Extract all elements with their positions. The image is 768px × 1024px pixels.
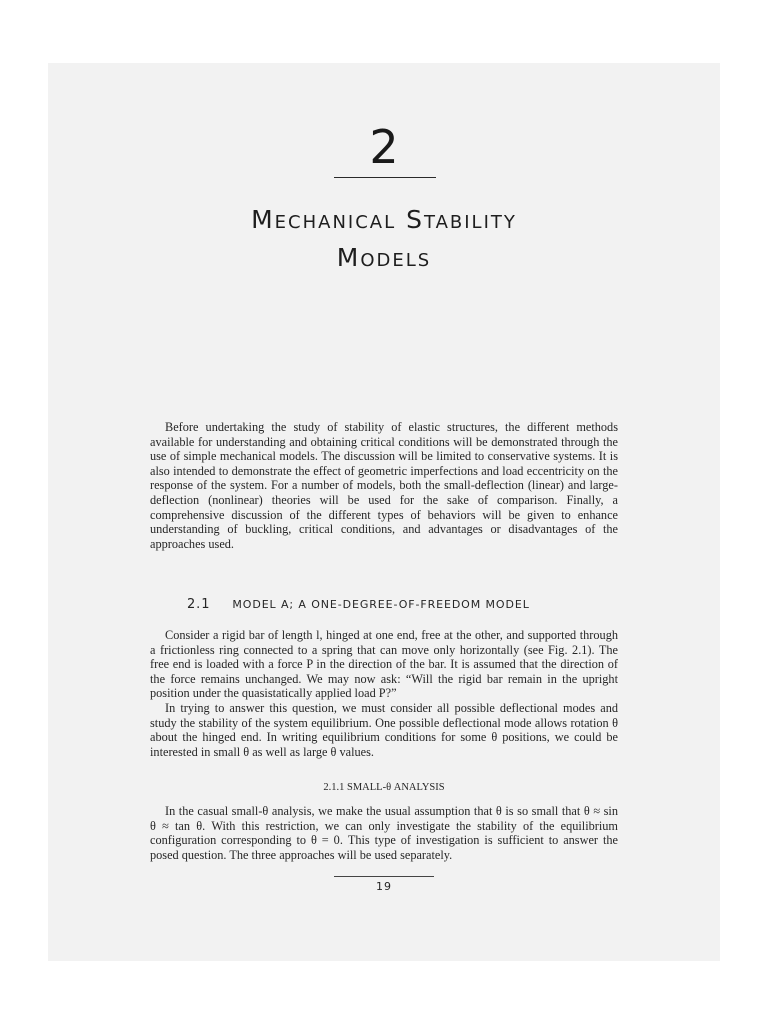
intro-paragraph: Before undertaking the study of stability of elastic structures, the different methods available for understanding and obtaining critical conditions will be demonstrated through the use of simple mechanical models. The discussion will be limited to conservative systems. It is also intended to demonstrate the effect of geometric imperfections and load eccentricity on the response of the system. For a number of models, both the small-deflection (linear) and large-deflection (nonlinear) theories will be used for the sake of comparison. Finally, a comprehensive discussion of the different types of behaviors will be given to enhance understanding of buckling, critical conditions, and advantages or disadvantages of the approaches used. — [150, 420, 618, 551]
footer-divider — [334, 876, 434, 877]
chapter-title-line-2: Models — [336, 243, 432, 272]
section-paragraph-1: Consider a rigid bar of length l, hinged at one end, free at the other, and supported through a frictionless ring connected to a spring that can move only horizontally (see Fig. 2.1). The free end is loaded with a force P in the direction of the bar. It is assumed that the direction of the force remains unchanged. We may now ask: “Will the rigid bar remain in the upright position under the quasistatically applied load P?” — [150, 628, 618, 701]
chapter-number: 2 — [369, 120, 399, 174]
section-paragraph-2: In trying to answer this question, we must consider all possible deflectional modes and study the stability of the system equilibrium. One possible deflectional mode allows rotation θ about the hinged end. In writing equilibrium conditions for some θ positions, we could be interested in small θ as well as large θ values. — [150, 701, 618, 759]
subsection-heading: 2.1.1 SMALL-θ ANALYSIS — [323, 782, 445, 793]
subsection-paragraph: In the casual small-θ analysis, we make the usual assumption that θ is so small that θ ≈ sin θ ≈ tan θ. With this restriction, we can only investigate the stability of the equilibrium configuration corresponding to θ = 0. This type of investigation is sufficient to answer the posed question. The three approaches will be used separately. — [150, 804, 618, 862]
section-heading — [187, 597, 530, 612]
chapter-title-line-1: Mechanical Stability — [251, 205, 517, 234]
chapter-divider — [334, 177, 436, 178]
section-number: 2.1 — [187, 597, 211, 612]
page-number: 19 — [376, 880, 392, 893]
section-title: MODEL A; A ONE-DEGREE-OF-FREEDOM MODEL — [232, 598, 530, 611]
